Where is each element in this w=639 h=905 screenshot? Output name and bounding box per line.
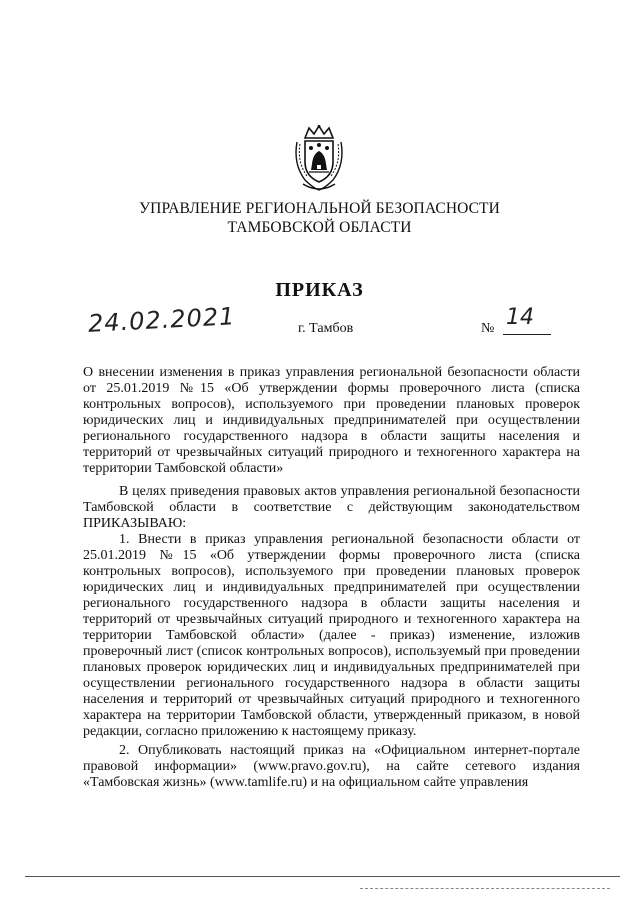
- footer-divider: [25, 876, 620, 877]
- handwritten-number: 14: [506, 305, 534, 330]
- number-underline: [503, 334, 551, 335]
- document-type-heading: ПРИКАЗ: [275, 279, 364, 301]
- handwritten-date: 24.02.2021: [87, 302, 237, 338]
- org-name-line1: УПРАВЛЕНИЕ РЕГИОНАЛЬНОЙ БЕЗОПАСНОСТИ: [139, 200, 500, 217]
- item-1-paragraph: 1. Внести в приказ управления региональной безопасности области от 25.01.2019 №15 «Об утверждении формы проверочного листа (списка контрольных вопросов), используемого при проведении плановых проверок юридических лиц и индивидуальных предпринимателей при осуществлении регионального государственного надзора в области защиты населения и территорий от чрезвычайных ситуаций природного и техногенного характера на территории Тамбовской области» (далее - приказ) изменение, изложив проверочный лист (список контрольных вопросов), используемый при проведении плановых проверок юридических лиц и индивидуальных предпринимателей при осуществлении регионального государственного надзора в области защиты населения и территорий от чрезвычайных ситуаций природного и техногенного характера на территории Тамбовской области, утвержденный приказом, в новой редакции, согласно приложению к настоящему приказу.: [83, 532, 580, 739]
- org-name-line2: ТАМБОВСКОЙ ОБЛАСТИ: [227, 219, 412, 236]
- order-body: [83, 484, 580, 791]
- city-name: г. Тамбов: [298, 321, 354, 336]
- footer-dashed-divider: [360, 888, 610, 889]
- item-2-paragraph: 2. Опубликовать настоящий приказ на «Официальном интернет-портале правовой информации» (www.pravo.gov.ru), на сайте сетевого издания «Тамбовская жизнь» (www.tamlife.ru) и на официальном сайте управления: [83, 743, 580, 790]
- number-label: №: [481, 321, 495, 336]
- tambov-coat-of-arms-icon: [291, 124, 347, 192]
- preamble-paragraph: В целях приведения правовых актов управления региональной безопасности Тамбовской области в соответствие с действующим законодательством ПРИКАЗЫВАЮ:: [83, 484, 580, 531]
- order-title: О внесении изменения в приказ управления региональной безопасности области от 25.01.2019 №15 «Об утверждении формы проверочного листа (списка контрольных вопросов), используемого при проведении плановых проверок юридических лиц и индивидуальных предпринимателей при осуществлении регионального государственного надзора в области защиты населения и территорий от чрезвычайных ситуаций природного и техногенного характера на территории Тамбовской области»: [83, 365, 580, 476]
